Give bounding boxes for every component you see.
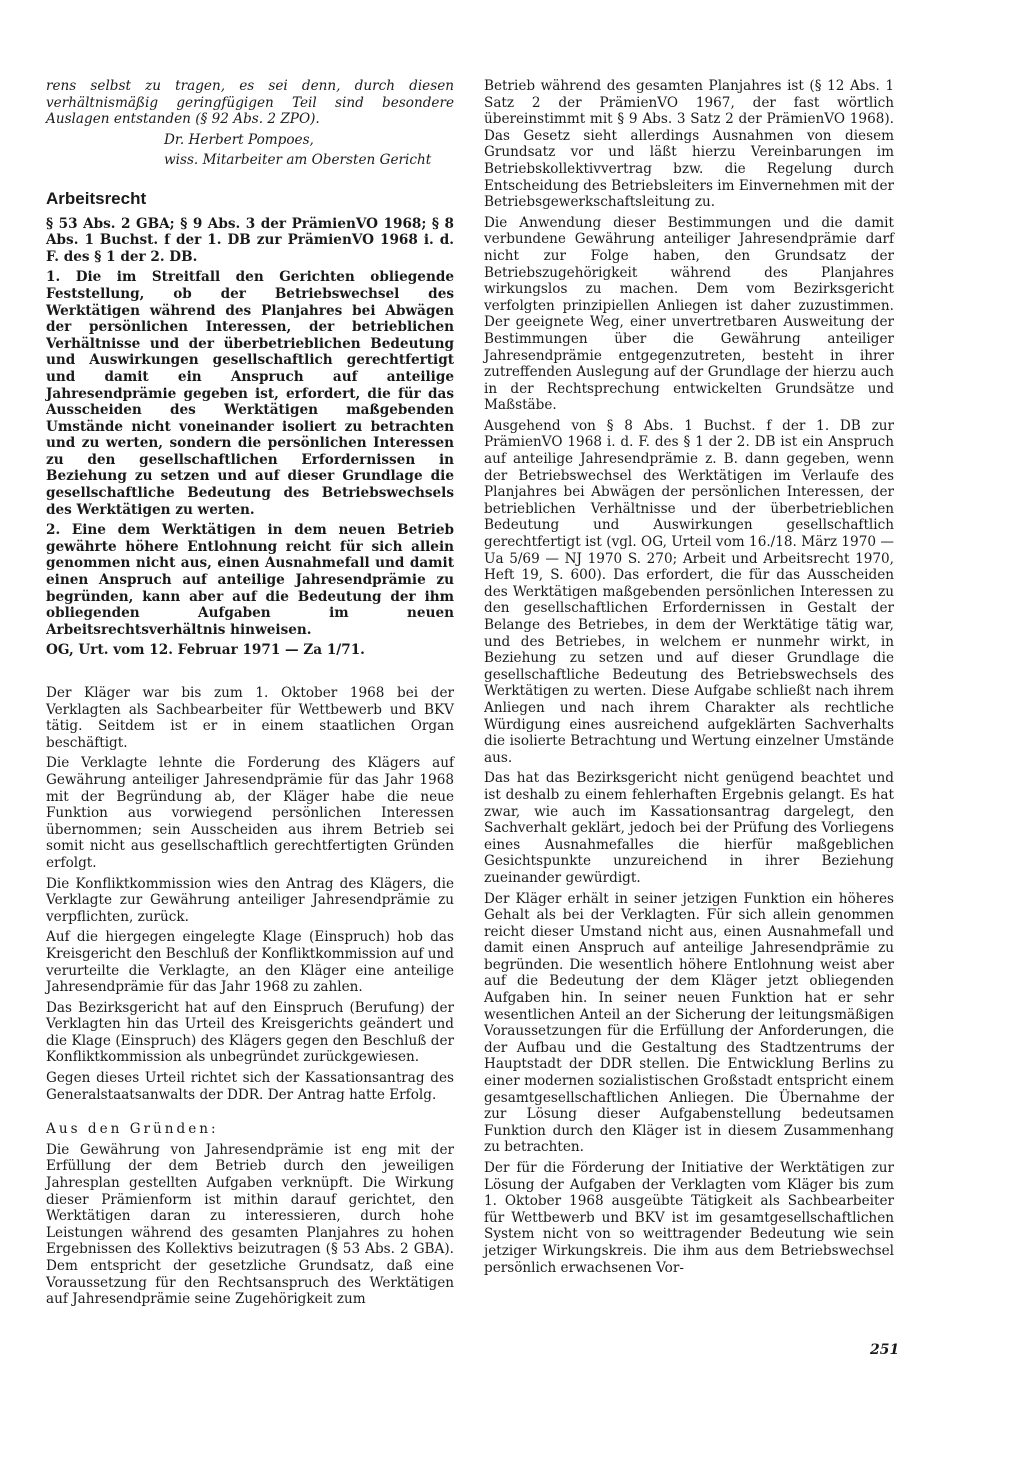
norms: § 53 Abs. 2 GBA; § 9 Abs. 3 der PrämienVO 1968; § 8 Abs. 1 Buchst. f der 1. DB zur PrämienVO 1968 i. d. F. des § 1 der 2. DB. xyxy=(46,215,454,265)
body-paragraph: Die Anwendung dieser Bestimmungen und die damit verbundene Gewährung anteiliger Jahresendprämie darf nicht zur Folge haben, den Grundsatz der Betriebszugehörigkeit während des Planjahres wirkungslos zu machen. Dem vom Bezirksgericht verfolgten prinzipiellen Anliegen ist daher zuzustimmen. Der geeignete Weg, einer unvertretbaren Ausweitung der Bestimmungen über die Gewährung anteiliger Jahresendprämie entgegenzutreten, besteht in ihrer zutreffenden Auslegung auf der Grundlage der hierzu auch in der Rechtsprechung entwickelten Grundsätze und Maßstäbe. xyxy=(484,214,894,414)
page-number: 251 xyxy=(870,1342,900,1358)
body-paragraph: Der für die Förderung der Initiative der Werktätigen zur Lösung der Aufgaben der Verklagten vom Kläger bis zum 1. Oktober 1968 ausgeübte Tätigkeit als Sachbearbeiter für Wettbewerb und BKV ist im gesamtgesellschaftlichen System nicht von so weittragender Bedeutung wie sein jetziger Wirkungskreis. Die ihm aus dem Betriebswechsel persönlich erwachsenen Vor- xyxy=(484,1160,894,1276)
citation: OG, Urt. vom 12. Februar 1971 — Za 1/71. xyxy=(46,642,365,659)
reasons-paragraph: Die Gewährung von Jahresendprämie ist eng mit der Erfüllung der dem Betrieb durch den jeweiligen Jahresplan gestellten Aufgaben verknüpft. Die Wirkung dieser Prämienform ist mithin darauf gerichtet, den Werktätigen daran zu interessieren, durch hohe Leistungen während des gesamten Planjahres zu hohen Ergebnissen des Kollektivs beizutragen (§ 53 Abs. 2 GBA). Dem entspricht der gesetzliche Grundsatz, daß eine Voraussetzung für den Rechtsanspruch des Werktätigen auf Jahresendprämie seine Zugehörigkeit zum xyxy=(46,1141,454,1308)
body-paragraph: Der Kläger erhält in seiner jetzigen Funktion ein höheres Gehalt als bei der Verklagten. Für sich allein genommen reicht dieser Umstand nicht aus, einen Ausnahmefall und damit einen Anspruch auf anteilige Jahresendprämie zu begründen. Die wesentlich höhere Entlohnung weist aber auf die Bedeutung der dem Kläger jetzt obliegenden Aufgaben hin. In seiner neuen Funktion hat er sehr wesentlichen Anteil an der Sicherung der leitungsmäßigen Voraussetzungen für die Erfüllung der Anforderungen, die der Aufbau und die Gestaltung des Stadtzentrums der Hauptstadt der DDR stellen. Die Entwicklung Berlins zu einer modernen sozialistischen Großstadt entspricht einem gesamtgesellschaftlichen Anliegen. Die Übernahme der zur Lösung dieser Aufgabenstellung bedeutsamen Funktion durch den Kläger ist in diesem Zusammenhang zu betrachten. xyxy=(484,890,894,1156)
body-paragraph: Das hat das Bezirksgericht nicht genügend beachtet und ist deshalb zu einem fehlerhaften Ergebnis gelangt. Es hat zwar, wie auch im Kassationsantrag dargelegt, den Sachverhalt geklärt, jedoch bei der Prüfung des Vorliegens eines Ausnahmefalles die hierfür maßgeblichen Gesichtspunkte unzureichend in ihrer Beziehung zueinander gewürdigt. xyxy=(484,770,894,886)
reasons-heading: Aus den Gründen: xyxy=(46,1121,219,1138)
facts-paragraph: Auf die hiergegen eingelegte Klage (Einspruch) hob das Kreisgericht den Beschluß der Konfliktkommission auf und verurteilte die Verklagte, an den Kläger eine anteilige Jahresendprämie für das Jahr 1968 zu zahlen. xyxy=(46,929,454,996)
headnote-2: 2. Eine dem Werktätigen in dem neuen Betrieb gewährte höhere Entlohnung reicht für sich allein genommen nicht aus, einen Ausnahmefall und damit einen Anspruch auf anteilige Jahresendprämie zu begründen, kann aber auf die Bedeutung der ihm obliegenden Aufgaben im neuen Arbeitsrechtsverhältnis hinweisen. xyxy=(46,522,454,638)
facts-paragraph: Die Konfliktkommission wies den Antrag des Klägers, die Verklagte zur Gewährung anteiliger Jahresendprämie zu verpflichten, zurück. xyxy=(46,875,454,925)
left-column xyxy=(46,78,454,1312)
body-paragraph: Ausgehend von § 8 Abs. 1 Buchst. f der 1. DB zur PrämienVO 1968 i. d. F. des § 1 der 2. DB ist ein Anspruch auf anteilige Jahresendprämie z. B. dann gegeben, wenn der Betriebswechsel des Werktätigen im Verlaufe des Planjahres bei Abwägen der persönlichen Interessen, der betrieblichen Verhältnisse und der überbetrieblichen Bedeutung und Auswirkungen gesellschaftlich gerechtfertigt ist (vgl. OG, Urteil vom 16./18. März 1970 — Ua 5/69 — NJ 1970 S. 270; Arbeit und Arbeitsrecht 1970, Heft 19, S. 600). Das erfordert, die für das Ausscheiden des Werktätigen maßgebenden persönlichen Interessen zu den gesellschaftlichen Erfordernissen in Gestalt der Belange des Betriebes, in dem der Werktätige tätig war, und des Betriebes, in welchem er nunmehr wirkt, in Beziehung zu setzen und auf dieser Grundlage die gesellschaftliche Bedeutung des Betriebswechsels des Werktätigen zu werten. Diese Aufgabe schließt nach ihrem Anliegen und nach ihrem Charakter als rechtliche Würdigung eines ausreichend aufgeklärten Sachverhalts die isolierte Betrachtung und Wertung einzelner Umstände aus. xyxy=(484,417,894,766)
right-column xyxy=(484,78,894,1280)
section-heading: Arbeitsrecht xyxy=(46,188,147,208)
headnote-1: 1. Die im Streitfall den Gerichten obliegende Feststellung, ob der Betriebswechsel des Werktätigen während des Planjahres bei Abwägen der persönlichen Interessen, der betrieblichen Verhältnisse und der überbetrieblichen Bedeutung und Auswirkungen gesellschaftlich gerechtfertigt und damit ein Anspruch auf anteilige Jahresendprämie gegeben ist, erfordert, die für das Ausscheiden des Werktätigen maßgebenden Umstände nicht voneinander isoliert zu betrachten und zu werten, sondern die persönlichen Interessen zu den gesellschaftlichen Erfordernissen in Beziehung zu setzen und auf dieser Grundlage die gesellschaftliche Bedeutung des Betriebswechsels des Werktätigen zu werten. xyxy=(46,269,454,518)
intro-paragraph: rens selbst zu tragen, es sei denn, durch diesen verhältnismäßig geringfügigen Teil sind besondere Auslagen entstanden (§ 92 Abs. 2 ZPO). xyxy=(46,78,454,128)
facts-paragraph: Der Kläger war bis zum 1. Oktober 1968 bei der Verklagten als Sachbearbeiter für Wettbewerb und BKV tätig. Seitdem ist er in einem staatlichen Organ beschäftigt. xyxy=(46,685,454,751)
body-paragraph: Betrieb während des gesamten Planjahres ist (§ 12 Abs. 1 Satz 2 der PrämienVO 1967, der fast wörtlich übereinstimmt mit § 9 Abs. 3 Satz 2 der PrämienVO 1968). Das Gesetz sieht allerdings Ausnahmen von diesem Grundsatz vor und läßt hierzu Vereinbarungen im Betriebskollektivvertrag bzw. die Regelung durch Entscheidung des Betriebsleiters im Einvernehmen mit der Betriebsgewerkschaftsleitung zu. xyxy=(484,78,894,211)
facts-paragraph: Das Bezirksgericht hat auf den Einspruch (Berufung) der Verklagten hin das Urteil des Kreisgerichts geändert und die Klage (Einspruch) des Klägers gegen den Beschluß der Konfliktkommission als unbegründet zurückgewiesen. xyxy=(46,999,454,1066)
signature-name: Dr. Herbert Pompoes, xyxy=(164,131,314,148)
signature-title: wiss. Mitarbeiter am Obersten Gericht xyxy=(164,152,432,169)
facts-paragraph: Die Verklagte lehnte die Forderung des Klägers auf Gewährung anteiliger Jahresendprämie für das Jahr 1968 mit der Begründung ab, der Kläger habe die neue Funktion aus vorwiegend persönlichen Interessen übernommen; sein Ausscheiden aus ihrem Betrieb sei somit nicht aus gesellschaftlich gerechtfertigten Gründen erfolgt. xyxy=(46,755,454,871)
facts-paragraph: Gegen dieses Urteil richtet sich der Kassationsantrag des Generalstaatsanwalts der DDR. Der Antrag hatte Erfolg. xyxy=(46,1070,454,1103)
